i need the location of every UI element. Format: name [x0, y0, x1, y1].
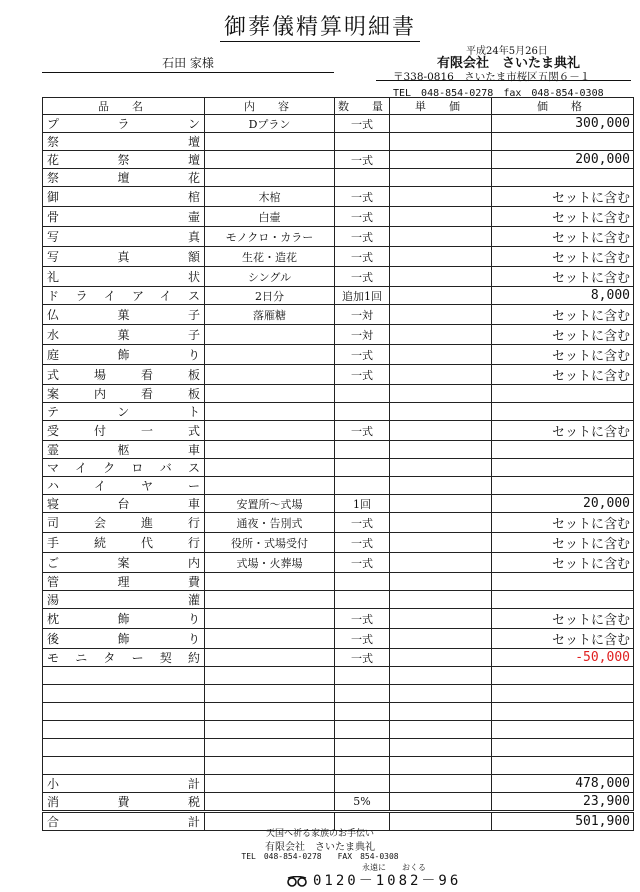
- table-row: [43, 325, 634, 345]
- total-description: [205, 793, 335, 812]
- item-quantity: 一式: [335, 345, 390, 365]
- column-header-quantity: 数 量: [335, 98, 390, 115]
- item-quantity: 一式: [335, 207, 390, 227]
- item-name: 骨壷: [43, 207, 205, 227]
- footer-company: 有限会社 さいたま典礼: [265, 842, 375, 853]
- item-name: [43, 721, 205, 739]
- item-name: 後飾り: [43, 629, 205, 649]
- item-quantity: 一式: [335, 533, 390, 553]
- company-name: 有限会社 さいたま典礼: [437, 56, 581, 71]
- item-description: [205, 757, 335, 775]
- item-name: 写真額: [43, 247, 205, 267]
- table-row: [43, 267, 634, 287]
- item-unit-price: [390, 739, 492, 757]
- item-name: 案内看板: [43, 385, 205, 403]
- table-row: [43, 649, 634, 667]
- item-price: 8,000: [492, 287, 634, 305]
- item-description: [205, 421, 335, 441]
- item-description: [205, 365, 335, 385]
- item-quantity: [335, 739, 390, 757]
- item-price: [492, 169, 634, 187]
- item-description: 木棺: [205, 187, 335, 207]
- table-row: [43, 513, 634, 533]
- item-quantity: [335, 667, 390, 685]
- total-price: 501,900: [492, 812, 634, 831]
- item-price: セットに含む: [492, 629, 634, 649]
- footer-slogan: 永遠に おくる: [362, 863, 426, 872]
- total-row: [43, 793, 634, 812]
- item-quantity: [335, 685, 390, 703]
- item-price: セットに含む: [492, 247, 634, 267]
- title-text: 御葬儀精算明細書: [220, 15, 420, 42]
- freedial-text: 0120－1082－96: [313, 873, 462, 889]
- table-row: [43, 477, 634, 495]
- item-unit-price: [390, 247, 492, 267]
- item-name: 式場看板: [43, 365, 205, 385]
- item-price: [492, 667, 634, 685]
- item-description: 役所・式場受付: [205, 533, 335, 553]
- item-price: [492, 477, 634, 495]
- item-quantity: 一式: [335, 421, 390, 441]
- item-description: [205, 325, 335, 345]
- table-row: [43, 385, 634, 403]
- item-price: [492, 385, 634, 403]
- total-price: 478,000: [492, 775, 634, 793]
- total-row: [43, 775, 634, 793]
- table-body: [43, 115, 634, 775]
- item-quantity: [335, 385, 390, 403]
- item-price: [492, 591, 634, 609]
- total-label: 小計: [43, 775, 205, 793]
- table-row: [43, 757, 634, 775]
- item-unit-price: [390, 685, 492, 703]
- item-quantity: 追加1回: [335, 287, 390, 305]
- item-description: [205, 169, 335, 187]
- item-name: 祭壇: [43, 133, 205, 151]
- item-description: [205, 459, 335, 477]
- item-name: プラン: [43, 115, 205, 133]
- column-header-item: 品 名: [43, 98, 205, 115]
- item-unit-price: [390, 459, 492, 477]
- document-date: 平成24年5月26日: [466, 46, 548, 57]
- table-row: [43, 609, 634, 629]
- item-description: [205, 721, 335, 739]
- item-description: 生花・造花: [205, 247, 335, 267]
- item-name: 手続代行: [43, 533, 205, 553]
- item-unit-price: [390, 477, 492, 495]
- item-price: セットに含む: [492, 345, 634, 365]
- item-quantity: [335, 703, 390, 721]
- item-unit-price: [390, 609, 492, 629]
- item-description: [205, 739, 335, 757]
- item-unit-price: [390, 365, 492, 385]
- item-unit-price: [390, 287, 492, 305]
- item-quantity: 一式: [335, 115, 390, 133]
- item-description: [205, 403, 335, 421]
- footer-contact: TEL 048-854-0278 FAX 854-0308: [241, 852, 399, 861]
- table-row: [43, 187, 634, 207]
- column-header-unit-price: 単 価: [390, 98, 492, 115]
- item-quantity: [335, 757, 390, 775]
- item-description: モノクロ・カラー: [205, 227, 335, 247]
- item-name: 司会進行: [43, 513, 205, 533]
- item-description: 通夜・告別式: [205, 513, 335, 533]
- total-description: [205, 775, 335, 793]
- item-description: [205, 591, 335, 609]
- item-name: [43, 667, 205, 685]
- item-unit-price: [390, 169, 492, 187]
- total-price: 23,900: [492, 793, 634, 812]
- item-unit-price: [390, 553, 492, 573]
- item-quantity: 一式: [335, 227, 390, 247]
- item-unit-price: [390, 591, 492, 609]
- item-price: セットに含む: [492, 609, 634, 629]
- freedial-number: [287, 870, 461, 890]
- item-unit-price: [390, 757, 492, 775]
- item-quantity: 一式: [335, 267, 390, 287]
- table-row: [43, 207, 634, 227]
- item-description: [205, 477, 335, 495]
- item-price: セットに含む: [492, 325, 634, 345]
- item-price: セットに含む: [492, 421, 634, 441]
- item-name: 水菓子: [43, 325, 205, 345]
- item-description: [205, 685, 335, 703]
- item-unit-price: [390, 421, 492, 441]
- item-quantity: [335, 477, 390, 495]
- item-price: [492, 133, 634, 151]
- item-price: [492, 721, 634, 739]
- item-description: [205, 133, 335, 151]
- footer-tagline: 天国へ祈る家族のお手伝い: [265, 829, 374, 839]
- item-name: マイクロバス: [43, 459, 205, 477]
- total-unit: [390, 793, 492, 812]
- table-row: [43, 553, 634, 573]
- item-price: [492, 459, 634, 477]
- table-row: [43, 403, 634, 421]
- item-unit-price: [390, 513, 492, 533]
- table-row: [43, 345, 634, 365]
- item-quantity: 1回: [335, 495, 390, 513]
- item-unit-price: [390, 441, 492, 459]
- item-price: 300,000: [492, 115, 634, 133]
- item-price: [492, 739, 634, 757]
- item-description: [205, 151, 335, 169]
- item-unit-price: [390, 151, 492, 169]
- item-description: シングル: [205, 267, 335, 287]
- item-unit-price: [390, 207, 492, 227]
- item-unit-price: [390, 267, 492, 287]
- item-unit-price: [390, 345, 492, 365]
- item-description: 白壷: [205, 207, 335, 227]
- table-row: [43, 421, 634, 441]
- item-description: 落雁糖: [205, 305, 335, 325]
- table-row: [43, 287, 634, 305]
- company-address: 〒338-0816 さいたま市桜区五関６－１: [393, 71, 591, 83]
- table-row: [43, 685, 634, 703]
- item-quantity: 一式: [335, 247, 390, 267]
- item-unit-price: [390, 721, 492, 739]
- item-name: 寝台車: [43, 495, 205, 513]
- item-name: ハイヤー: [43, 477, 205, 495]
- free-dial-icon: [287, 876, 307, 887]
- item-description: 安置所～式場: [205, 495, 335, 513]
- item-quantity: [335, 403, 390, 421]
- table-row: [43, 441, 634, 459]
- item-name: 庭飾り: [43, 345, 205, 365]
- table-row: [43, 227, 634, 247]
- item-price: セットに含む: [492, 305, 634, 325]
- item-price: [492, 757, 634, 775]
- item-description: 2日分: [205, 287, 335, 305]
- column-header-description: 内 容: [205, 98, 335, 115]
- item-unit-price: [390, 385, 492, 403]
- item-unit-price: [390, 403, 492, 421]
- table-row: [43, 629, 634, 649]
- item-quantity: 一式: [335, 513, 390, 533]
- item-quantity: [335, 459, 390, 477]
- table-row: [43, 591, 634, 609]
- table-totals: [43, 775, 634, 831]
- table-row: [43, 151, 634, 169]
- total-label: 合計: [43, 812, 205, 831]
- item-description: [205, 667, 335, 685]
- item-price: セットに含む: [492, 207, 634, 227]
- item-name: ドライアイス: [43, 287, 205, 305]
- item-name: 受付一式: [43, 421, 205, 441]
- table-row: [43, 739, 634, 757]
- item-description: [205, 609, 335, 629]
- item-quantity: 一式: [335, 649, 390, 667]
- table-row: [43, 115, 634, 133]
- item-quantity: 一対: [335, 305, 390, 325]
- item-price: [492, 573, 634, 591]
- total-label: 消費税: [43, 793, 205, 812]
- item-quantity: 一対: [335, 325, 390, 345]
- item-name: 湯灌: [43, 591, 205, 609]
- table-row: [43, 459, 634, 477]
- item-price: セットに含む: [492, 227, 634, 247]
- table-row: [43, 133, 634, 151]
- table-row: [43, 721, 634, 739]
- item-quantity: 一式: [335, 609, 390, 629]
- item-unit-price: [390, 227, 492, 247]
- item-unit-price: [390, 187, 492, 207]
- item-description: [205, 703, 335, 721]
- item-name: 礼状: [43, 267, 205, 287]
- table-row: [43, 667, 634, 685]
- item-price: 20,000: [492, 495, 634, 513]
- table-row: [43, 305, 634, 325]
- item-quantity: 一式: [335, 365, 390, 385]
- item-description: [205, 573, 335, 591]
- item-unit-price: [390, 533, 492, 553]
- item-quantity: [335, 573, 390, 591]
- item-name: モニター契約: [43, 649, 205, 667]
- item-quantity: 一式: [335, 187, 390, 207]
- company-fax: fax 048-854-0308: [503, 88, 604, 99]
- item-name: [43, 739, 205, 757]
- item-name: テント: [43, 403, 205, 421]
- document-title: [0, 10, 640, 41]
- table-row: [43, 573, 634, 591]
- item-name: ご案内: [43, 553, 205, 573]
- table-row: [43, 365, 634, 385]
- item-unit-price: [390, 703, 492, 721]
- item-price: セットに含む: [492, 365, 634, 385]
- item-name: [43, 685, 205, 703]
- total-unit: [390, 775, 492, 793]
- item-description: [205, 345, 335, 365]
- item-quantity: [335, 169, 390, 187]
- company-tel: TEL 048-854-0278: [393, 88, 494, 99]
- table-row: [43, 495, 634, 513]
- item-description: 式場・火葬場: [205, 553, 335, 573]
- item-name: 霊柩車: [43, 441, 205, 459]
- item-price: 200,000: [492, 151, 634, 169]
- item-unit-price: [390, 667, 492, 685]
- item-description: [205, 441, 335, 459]
- item-name: 枕飾り: [43, 609, 205, 629]
- settlement-table: [42, 97, 634, 831]
- table-row: [43, 247, 634, 267]
- item-quantity: 一式: [335, 629, 390, 649]
- item-quantity: [335, 133, 390, 151]
- table-row: [43, 169, 634, 187]
- table-header-row: [43, 98, 634, 115]
- item-price: セットに含む: [492, 267, 634, 287]
- table-row: [43, 703, 634, 721]
- item-price: セットに含む: [492, 513, 634, 533]
- item-quantity: [335, 721, 390, 739]
- item-price: [492, 703, 634, 721]
- item-description: [205, 629, 335, 649]
- item-unit-price: [390, 649, 492, 667]
- item-name: 写真: [43, 227, 205, 247]
- item-unit-price: [390, 133, 492, 151]
- item-name: [43, 757, 205, 775]
- item-unit-price: [390, 573, 492, 591]
- item-name: [43, 703, 205, 721]
- total-quantity: [335, 775, 390, 793]
- item-price: セットに含む: [492, 553, 634, 573]
- item-name: 祭壇花: [43, 169, 205, 187]
- item-price: [492, 403, 634, 421]
- item-name: 花祭壇: [43, 151, 205, 169]
- item-price: セットに含む: [492, 533, 634, 553]
- item-unit-price: [390, 305, 492, 325]
- total-quantity: 5%: [335, 793, 390, 812]
- item-unit-price: [390, 629, 492, 649]
- item-name: 仏菓子: [43, 305, 205, 325]
- item-name: 御棺: [43, 187, 205, 207]
- item-quantity: [335, 591, 390, 609]
- item-unit-price: [390, 325, 492, 345]
- column-header-price: 価 格: [492, 98, 634, 115]
- item-price: -50,000: [492, 649, 634, 667]
- item-quantity: 一式: [335, 553, 390, 573]
- item-description: [205, 385, 335, 403]
- item-price: セットに含む: [492, 187, 634, 207]
- item-price: [492, 685, 634, 703]
- table-row: [43, 533, 634, 553]
- item-description: Dプラン: [205, 115, 335, 133]
- item-price: [492, 441, 634, 459]
- item-unit-price: [390, 495, 492, 513]
- item-name: 管理費: [43, 573, 205, 591]
- item-quantity: [335, 441, 390, 459]
- item-description: [205, 649, 335, 667]
- customer-name: 石田 家様: [42, 54, 334, 73]
- item-quantity: 一式: [335, 151, 390, 169]
- item-unit-price: [390, 115, 492, 133]
